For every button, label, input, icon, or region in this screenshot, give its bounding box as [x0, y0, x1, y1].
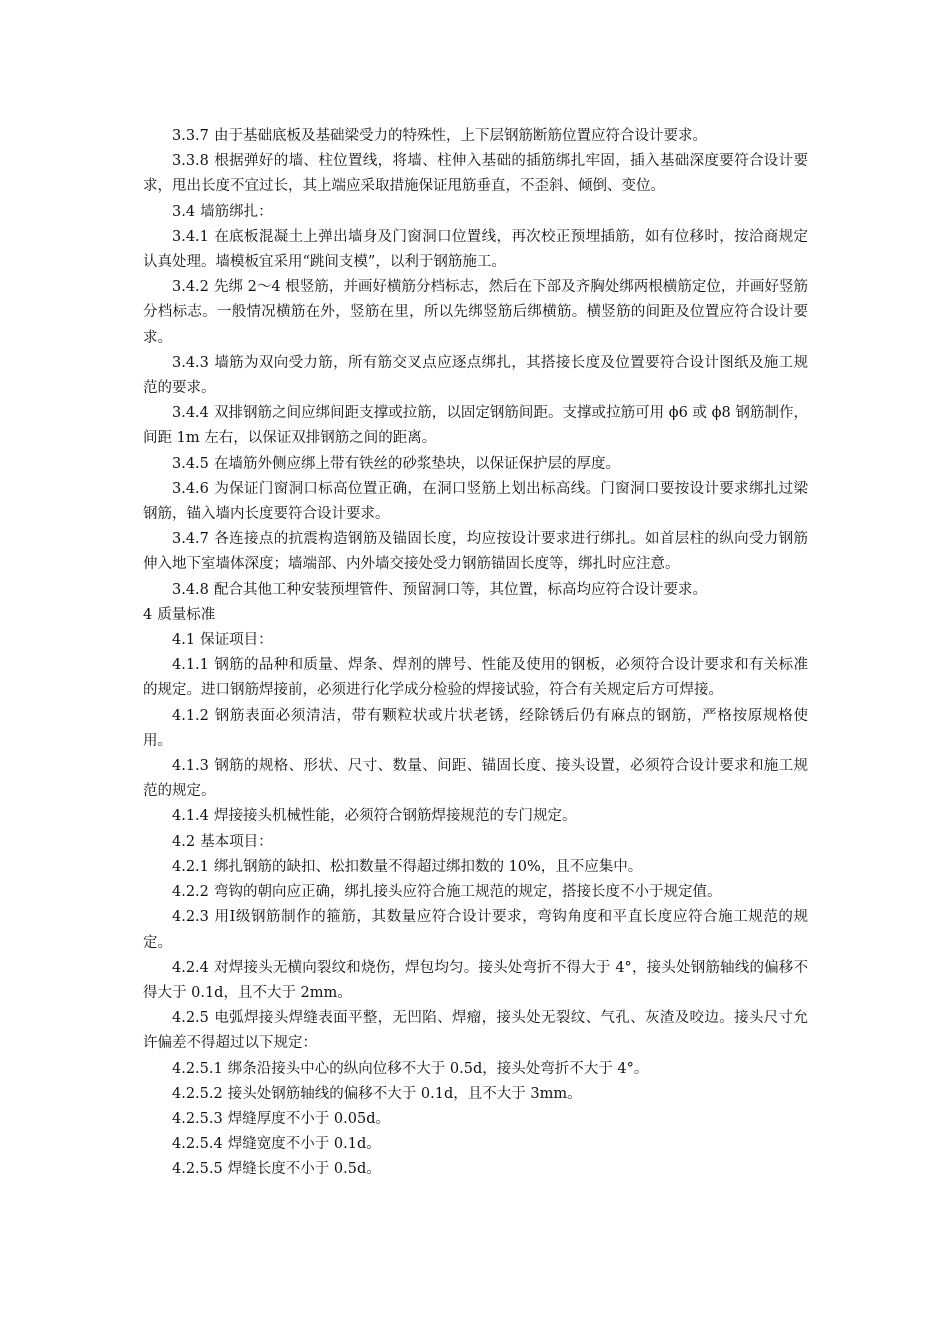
clause-number: 4.2.5.5 — [172, 1161, 223, 1178]
clause-number: 4.1.4 — [172, 808, 209, 825]
clause-number: 3.4.1 — [172, 228, 209, 245]
section-title: 保证项目： — [200, 632, 273, 649]
clause-4-2-5 — [143, 1006, 808, 1056]
clause-4-2-3 — [143, 905, 808, 955]
clause-text: 为保证门窗洞口标高位置正确，在洞口竖筋上划出标高线。门窗洞口要按设计要求绑扎过梁钢筋，锚入墙内长度要符合设计要求。 — [143, 480, 808, 523]
clause-4-1-1 — [143, 653, 808, 703]
clause-number: 3.3.7 — [172, 128, 209, 144]
clause-4-2-5-4 — [143, 1132, 808, 1157]
clause-3-4-1 — [143, 225, 808, 275]
clause-text: 接头处钢筋轴线的偏移不大于 0.1d，且不大于 3mm。 — [227, 1085, 582, 1102]
clause-number: 3.4.8 — [172, 581, 209, 598]
clause-4-2-1 — [143, 855, 808, 880]
section-heading-4-1 — [143, 628, 808, 653]
clause-3-4-5 — [143, 452, 808, 477]
clause-text: 焊缝宽度不小于 0.1d。 — [227, 1136, 381, 1153]
clause-number: 3.4.2 — [172, 279, 209, 296]
clause-4-2-4 — [143, 956, 808, 1006]
clause-number: 3.4.4 — [172, 405, 209, 422]
clause-3-4-8 — [143, 578, 808, 603]
clause-text: 墙筋为双向受力筋，所有筋交叉点应逐点绑扎，其搭接长度及位置要符合设计图纸及施工规范的要求。 — [143, 354, 808, 397]
clause-number: 4.1.2 — [172, 707, 209, 724]
clause-3-4-4 — [143, 401, 808, 451]
clause-3-4-3 — [143, 351, 808, 401]
clause-text: 电弧焊接头焊缝表面平整，无凹陷、焊瘤，接头处无裂纹、气孔、灰渣及咬边。接头尺寸允许偏差不得超过以下规定： — [143, 1010, 808, 1052]
section-number: 3.4 — [172, 203, 196, 220]
section-number: 4.1 — [172, 632, 196, 649]
clause-number: 4.1.1 — [172, 657, 209, 674]
clause-text: 配合其他工种安装预埋管件、预留洞口等，其位置，标高均应符合设计要求。 — [213, 581, 707, 598]
clause-text: 根据弹好的墙、柱位置线，将墙、柱伸入基础的插筋绑扎牢固，插入基础深度要符合设计要求，甩出长度不宜过长，其上端应采取措施保证甩筋垂直，不歪斜、倾倒、变位。 — [143, 153, 808, 195]
clause-4-2-5-2 — [143, 1082, 808, 1107]
chapter-title: 质量标准 — [157, 606, 216, 623]
clause-number: 4.2.2 — [172, 884, 209, 901]
clause-number: 4.2.5.4 — [172, 1136, 223, 1153]
clause-text: 由于基础底板及基础梁受力的特殊性，上下层钢筋断筋位置应符合设计要求。 — [213, 128, 707, 144]
clause-text: 钢筋的规格、形状、尺寸、数量、间距、锚固长度、接头设置，必须符合设计要求和施工规范的规定。 — [143, 758, 808, 800]
clause-4-2-5-3 — [143, 1107, 808, 1132]
clause-text: 对焊接头无横向裂纹和烧伤，焊包均匀。接头处弯折不得大于 4°，接头处钢筋轴线的偏移不得大于 0.1d，且不大于 2mm。 — [143, 959, 808, 1001]
clause-4-1-4 — [143, 804, 808, 829]
clause-text: 绑条沿接头中心的纵向位移不大于 0.5d，接头处弯折不大于 4°。 — [227, 1060, 649, 1077]
clause-3-3-7 — [143, 124, 808, 149]
clause-text: 焊缝长度不小于 0.5d。 — [227, 1161, 381, 1178]
clause-number: 3.4.3 — [172, 354, 209, 371]
clause-text: 在墙筋外侧应绑上带有铁丝的砂浆垫块，以保证保护层的厚度。 — [213, 455, 620, 472]
clause-number: 4.2.5.1 — [172, 1060, 223, 1077]
section-heading-4-2 — [143, 830, 808, 855]
section-number: 4.2 — [172, 833, 196, 850]
clause-text: 焊缝厚度不小于 0.05d。 — [227, 1110, 390, 1127]
clause-number: 4.2.1 — [172, 858, 209, 875]
clause-4-2-5-5 — [143, 1157, 808, 1182]
section-title: 基本项目： — [200, 833, 273, 850]
clause-number: 3.4.5 — [172, 455, 209, 472]
clause-4-1-3 — [143, 754, 808, 804]
clause-3-4-6 — [143, 477, 808, 527]
clause-text: 钢筋表面必须清洁，带有颗粒状或片状老锈，经除锈后仍有麻点的钢筋，严格按原规格使用。 — [143, 707, 808, 749]
clause-text: 焊接接头机械性能，必须符合钢筋焊接规范的专门规定。 — [213, 808, 577, 825]
clause-text: 绑扎钢筋的缺扣、松扣数量不得超过绑扣数的 10%，且不应集中。 — [213, 858, 643, 875]
clause-text: 在底板混凝土上弹出墙身及门窗洞口位置线，再次校正预埋插筋，如有位移时，按洽商规定认真处理。墙模板宜采用“跳间支模”，以利于钢筋施工。 — [143, 228, 808, 271]
clause-4-2-2 — [143, 880, 808, 905]
clause-text: 各连接点的抗震构造钢筋及锚固长度，均应按设计要求进行绑扎。如首层柱的纵向受力钢筋伸入地下室墙体深度；墙端部、内外墙交接处受力钢筋锚固长度等，绑扎时应注意。 — [143, 531, 808, 573]
clause-text: 用Ⅰ级钢筋制作的箍筋，其数量应符合设计要求，弯钩角度和平直长度应符合施工规范的规定。 — [143, 909, 808, 951]
clause-number: 4.2.5 — [172, 1010, 209, 1027]
document-body — [143, 124, 808, 1183]
clause-4-2-5-1 — [143, 1057, 808, 1082]
section-heading-3-4 — [143, 200, 808, 225]
clause-text: 钢筋的品种和质量、焊条、焊剂的牌号、性能及使用的钢板，必须符合设计要求和有关标准的规定。进口钢筋焊接前，必须进行化学成分检验的焊接试验，符合有关规定后方可焊接。 — [143, 657, 808, 699]
clause-3-3-8 — [143, 149, 808, 199]
clause-number: 4.2.5.3 — [172, 1110, 223, 1127]
clause-number: 3.4.7 — [172, 531, 209, 548]
clause-number: 4.2.4 — [172, 959, 209, 976]
clause-text: 双排钢筋之间应绑间距支撑或拉筋，以固定钢筋间距。支撑或拉筋可用 ϕ6 或 ϕ8 钢筋制作，间距 1m 左右，以保证双排钢筋之间的距离。 — [143, 405, 808, 447]
clause-number: 4.1.3 — [172, 758, 209, 775]
chapter-heading-4 — [143, 603, 808, 628]
clause-3-4-7 — [143, 527, 808, 577]
clause-text: 先绑 2～4 根竖筋，并画好横筋分档标志，然后在下部及齐胸处绑两根横筋定位，并画好竖筋分档标志。一般情况横筋在外，竖筋在里，所以先绑竖筋后绑横筋。横竖筋的间距及位置应符合设计要求。 — [143, 279, 808, 346]
clause-number: 4.2.3 — [172, 909, 209, 926]
clause-4-1-2 — [143, 704, 808, 754]
clause-text: 弯钩的朝向应正确，绑扎接头应符合施工规范的规定，搭接长度不小于规定值。 — [213, 884, 722, 901]
clause-3-4-2 — [143, 275, 808, 351]
clause-number: 3.3.8 — [172, 153, 209, 170]
chapter-number: 4 — [143, 606, 153, 623]
section-title: 墙筋绑扎： — [200, 203, 273, 220]
clause-number: 3.4.6 — [172, 480, 209, 497]
clause-number: 4.2.5.2 — [172, 1085, 223, 1102]
